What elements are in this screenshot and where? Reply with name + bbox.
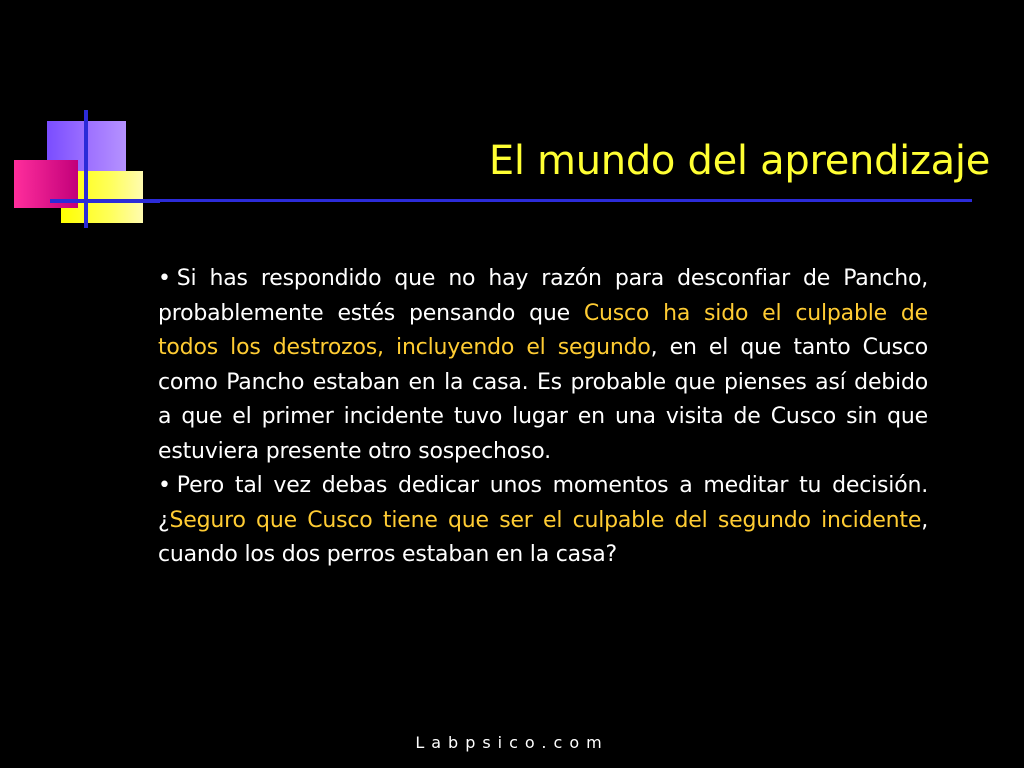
paragraph-2-highlight: Seguro que Cusco tiene que ser el culpable del segundo incidente [169, 507, 922, 533]
footer-website: Labpsico.com [415, 733, 609, 752]
paragraph-2-text-start: Pero tal vez debas dedicar unos momentos a meditar tu decisión. ¿ [158, 473, 928, 533]
slide-body [158, 262, 928, 573]
bullet-icon: • [158, 266, 171, 291]
slide-title: El mundo del aprendizaje [488, 138, 990, 184]
bullet-paragraph-1 [158, 262, 928, 469]
bullet-paragraph-2 [158, 469, 928, 573]
title-underline-rule [120, 199, 972, 202]
paragraph-2-text-end: , cuando los dos perros estaban en la casa? [158, 507, 928, 567]
paragraph-1-highlight: Cusco ha sido el culpable de todos los destrozos, incluyendo el segundo [158, 300, 928, 360]
blue-vertical-line [84, 110, 88, 228]
bullet-icon: • [158, 473, 171, 498]
paragraph-1-text-end: , en el que tanto Cusco como Pancho estaban en la casa. Es probable que pienses así debido a que el primer incidente tuvo lugar en una visita de Cusco sin que estuviera presente otro sospechoso. [158, 335, 928, 464]
paragraph-1-text-start: Si has respondido que no hay razón para desconfiar de Pancho, probablemente estés pensando que [158, 266, 928, 326]
